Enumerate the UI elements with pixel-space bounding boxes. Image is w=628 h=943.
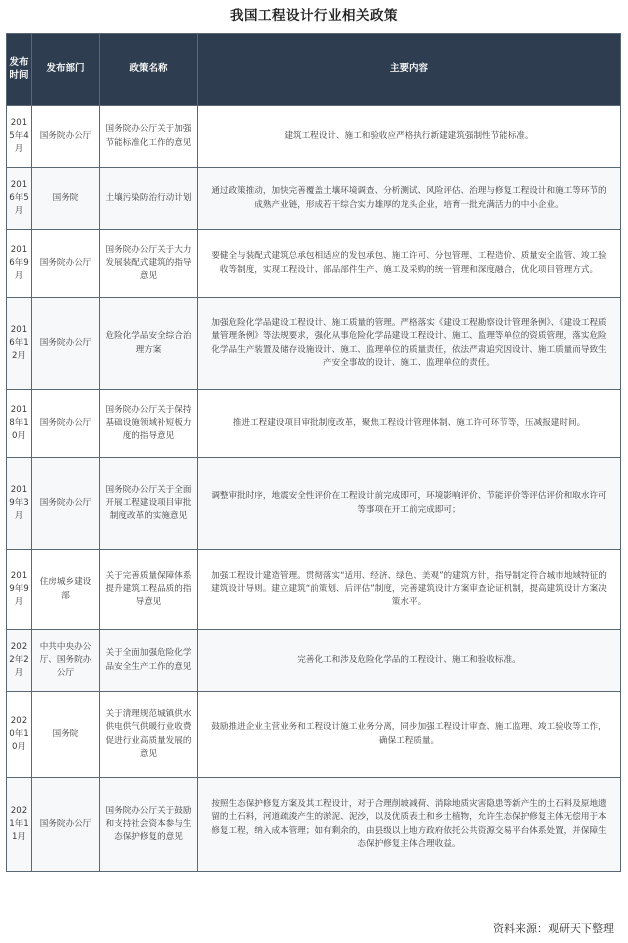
cell-time: 2016年9月: [7, 230, 32, 298]
cell-policy: 危险化学品安全综合治理方案: [100, 298, 198, 390]
cell-time: 2021年11月: [7, 778, 32, 872]
header-content: 主要内容: [198, 34, 621, 106]
cell-department: 住房城乡建设部: [32, 550, 100, 630]
table-body: [7, 106, 621, 872]
cell-department: 国务院办公厅: [32, 106, 100, 168]
cell-content: 鼓励推进企业主营业务和工程设计施工业务分离，同步加强工程设计审查、施工监理、竣工验收等工作，确保工程质量。: [198, 692, 621, 778]
cell-content: 加强危险化学品建设工程设计、施工质量的管理。严格落实《建设工程勘察设计管理条例》、《建设工程质量管理条例》等法规要求，强化从事危险化学品建设工程设计、施工、监理等单位的资质管理，落实危险化学品生产装置及储存设施设计、施工、监理单位的质量责任，依法严肃追究因设计、施工质量而导致生产安全事故的设计、施工、监理单位的责任。: [198, 298, 621, 390]
cell-content: 通过政策推动，加快完善覆盖土壤环境调查、分析测试、风险评估、治理与修复工程设计和施工等环节的成熟产业链，形成若干综合实力雄厚的龙头企业，培育一批充满活力的中小企业。: [198, 168, 621, 230]
policy-table: [6, 33, 621, 872]
cell-policy: 关于清理规范城镇供水供电供气供暖行业收费促进行业高质量发展的意见: [100, 692, 198, 778]
cell-content: 按照生态保护修复方案及其工程设计，对于合理削坡减荷、消除地质灾害隐患等新产生的土石料及原地遗留的土石料，河道疏浚产生的淤泥、泥沙，以及优质表土和乡土植物，允许生态保护修复主体无偿用于本修复工程，纳入成本管理；如有剩余的，由县级以上地方政府依托公共资源交易平台体系处置，并保障生态保护修复主体合理收益。: [198, 778, 621, 872]
cell-policy: 关于完善质量保障体系提升建筑工程品质的指导意见: [100, 550, 198, 630]
page-title: 我国工程设计行业相关政策: [230, 8, 398, 24]
cell-content: 调整审批时序，地震安全性评价在工程设计前完成即可，环境影响评价、节能评价等评估评价和取水许可等事项在开工前完成即可；: [198, 458, 621, 550]
table-row: [7, 692, 621, 778]
table-header-row: [7, 34, 621, 106]
cell-department: 国务院办公厅: [32, 778, 100, 872]
cell-time: 2020年10月: [7, 692, 32, 778]
cell-time: 2016年12月: [7, 298, 32, 390]
cell-content: 加强工程设计建造管理。贯彻落实“适用、经济、绿色、美观”的建筑方针，指导制定符合城市地域特征的建筑设计导则。建立建筑“前策划、后评估”制度，完善建筑设计方案审查论证机制，提高建筑设计方案决策水平。: [198, 550, 621, 630]
cell-content: 完善化工和涉及危险化学品的工程设计、施工和验收标准。: [198, 630, 621, 692]
cell-policy: 国务院办公厅关于鼓励和支持社会资本参与生态保护修复的意见: [100, 778, 198, 872]
table-row: [7, 298, 621, 390]
cell-time: 2015年4月: [7, 106, 32, 168]
cell-time: 2019年9月: [7, 550, 32, 630]
table-row: [7, 630, 621, 692]
table-row: [7, 106, 621, 168]
cell-policy: 国务院办公厅关于保持基础设施领域补短板力度的指导意见: [100, 390, 198, 458]
cell-department: 中共中央办公厅、国务院办公厅: [32, 630, 100, 692]
table-row: [7, 550, 621, 630]
header-policy: 政策名称: [100, 34, 198, 106]
table-row: [7, 390, 621, 458]
cell-content: 建筑工程设计、施工和验收应严格执行新建建筑强制性节能标准。: [198, 106, 621, 168]
header-department: 发布部门: [32, 34, 100, 106]
cell-department: 国务院: [32, 692, 100, 778]
cell-department: 国务院办公厅: [32, 458, 100, 550]
cell-time: 2018年10月: [7, 390, 32, 458]
cell-department: 国务院: [32, 168, 100, 230]
cell-policy: 国务院办公厅关于大力发展装配式建筑的指导意见: [100, 230, 198, 298]
table-row: [7, 168, 621, 230]
cell-policy: 关于全面加强危险化学品安全生产工作的意见: [100, 630, 198, 692]
cell-time: 2022年2月: [7, 630, 32, 692]
cell-policy: 土壤污染防治行动计划: [100, 168, 198, 230]
cell-policy: 国务院办公厅关于全面开展工程建设项目审批制度改革的实施意见: [100, 458, 198, 550]
cell-department: 国务院办公厅: [32, 230, 100, 298]
table-row: [7, 458, 621, 550]
cell-time: 2016年5月: [7, 168, 32, 230]
source-note: 资料来源：观研天下整理: [493, 922, 614, 935]
table-row: [7, 778, 621, 872]
header-time: 发布时间: [7, 34, 32, 106]
table-row: [7, 230, 621, 298]
cell-department: 国务院办公厅: [32, 390, 100, 458]
cell-policy: 国务院办公厅关于加强节能标准化工作的意见: [100, 106, 198, 168]
cell-time: 2019年3月: [7, 458, 32, 550]
cell-content: 推进工程建设项目审批制度改革，聚焦工程设计管理体制、施工许可环节等，压减报建时间。: [198, 390, 621, 458]
cell-content: 要健全与装配式建筑总承包相适应的发包承包、施工许可、分包管理、工程造价、质量安全监管、竣工验收等制度，实现工程设计、部品部件生产、施工及采购的统一管理和深度融合，优化项目管理方式。: [198, 230, 621, 298]
cell-department: 国务院办公厅: [32, 298, 100, 390]
